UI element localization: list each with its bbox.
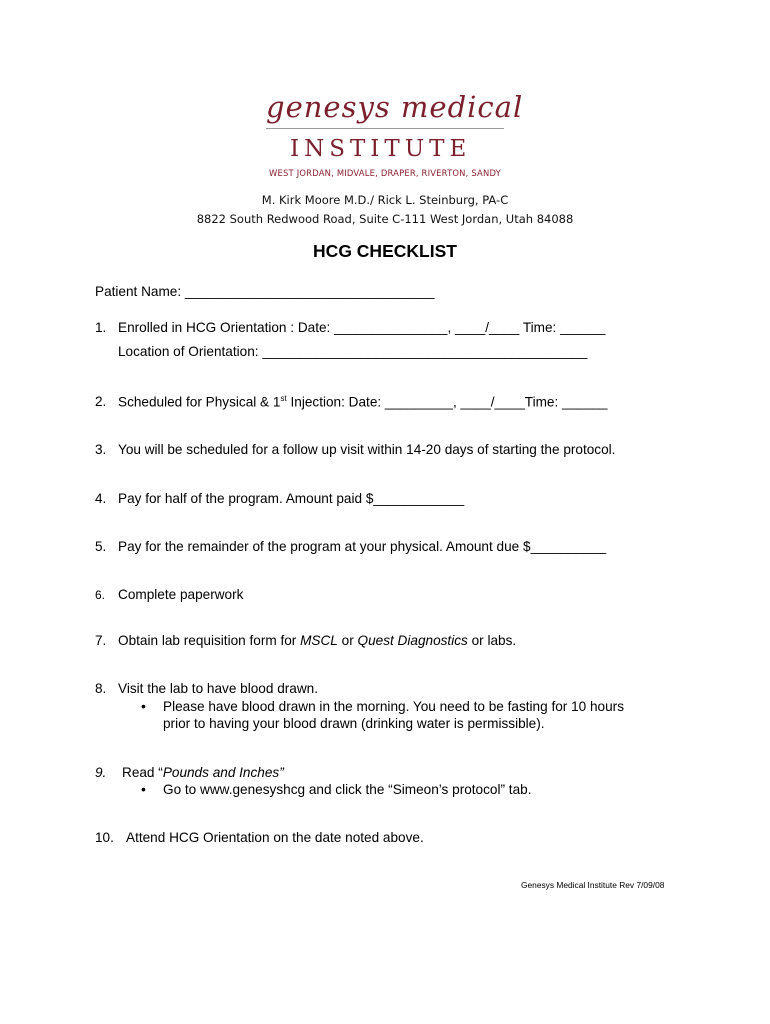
item-7-mid: or — [337, 633, 358, 648]
logo-wordmark-bottom: INSTITUTE — [290, 136, 472, 162]
item-number-1: 1. — [95, 320, 107, 335]
item-number-10: 10. — [95, 830, 114, 845]
logo-cities: WEST JORDAN, MIDVALE, DRAPER, RIVERTON, SANDY — [269, 168, 501, 178]
item-2-superscript: st — [280, 394, 287, 403]
item-7-pre: Obtain lab requisition form for — [118, 633, 301, 648]
address-line: 8822 South Redwood Road, Suite C-111 West Jordan, Utah 84088 — [196, 212, 574, 226]
patient-name-field: Patient Name: _________________________________ — [95, 284, 435, 299]
item-8-text: Visit the lab to have blood drawn. — [118, 681, 319, 696]
item-7-text — [118, 633, 516, 648]
item-number-2: 2. — [95, 394, 107, 409]
item-2-text — [118, 394, 607, 410]
item-2-pre: Scheduled for Physical & 1 — [118, 394, 281, 410]
footer-revision: Genesys Medical Institute Rev 7/09/08 — [521, 880, 665, 890]
logo-divider — [266, 128, 504, 129]
bullet-icon: • — [141, 781, 146, 797]
logo-wordmark-top: genesys medical — [266, 90, 524, 124]
item-10-text: Attend HCG Orientation on the date noted above. — [126, 830, 424, 845]
item-9-pre: Read “ — [122, 765, 163, 780]
item-7-lab-quest: Quest Diagnostics — [357, 633, 468, 648]
item-7-post: or labs. — [467, 633, 517, 648]
item-1-location: Location of Orientation: ___________________________________________ — [118, 344, 588, 359]
item-number-6: 6. — [95, 588, 106, 602]
item-7-lab-mscl: MSCL — [300, 633, 338, 648]
item-3-text: You will be scheduled for a follow up visit within 14-20 days of starting the protocol. — [118, 442, 616, 457]
item-5-text: Pay for the remainder of the program at your physical. Amount due $__________ — [118, 539, 607, 554]
item-8-bullet-line1: Please have blood drawn in the morning. You need to be fasting for 10 hours — [163, 699, 624, 714]
item-1-text: Enrolled in HCG Orientation : Date: _______________, ____/____ Time: ______ — [118, 320, 606, 335]
doctors-line: M. Kirk Moore M.D./ Rick L. Steinburg, PA-C — [261, 193, 509, 207]
item-2-post: Injection: Date: _________, ____/____Time: ______ — [286, 394, 608, 410]
page-title: HCG CHECKLIST — [313, 241, 457, 261]
item-number-9: 9. — [95, 765, 107, 780]
item-number-7: 7. — [95, 633, 107, 648]
item-9-bullet: Go to www.genesyshcg and click the “Simeon’s protocol” tab. — [163, 782, 532, 797]
item-number-8: 8. — [95, 681, 107, 696]
item-4-text: Pay for half of the program. Amount paid $____________ — [118, 491, 465, 506]
item-number-4: 4. — [95, 491, 107, 506]
bullet-icon: • — [141, 698, 146, 714]
item-number-5: 5. — [95, 539, 107, 554]
item-8-bullet-line2: prior to having your blood drawn (drinking water is permissible). — [163, 716, 545, 731]
item-number-3: 3. — [95, 442, 107, 457]
item-6-text: Complete paperwork — [118, 587, 244, 602]
item-9-book-title: Pounds and Inches” — [162, 765, 284, 780]
item-9-text — [122, 765, 284, 780]
